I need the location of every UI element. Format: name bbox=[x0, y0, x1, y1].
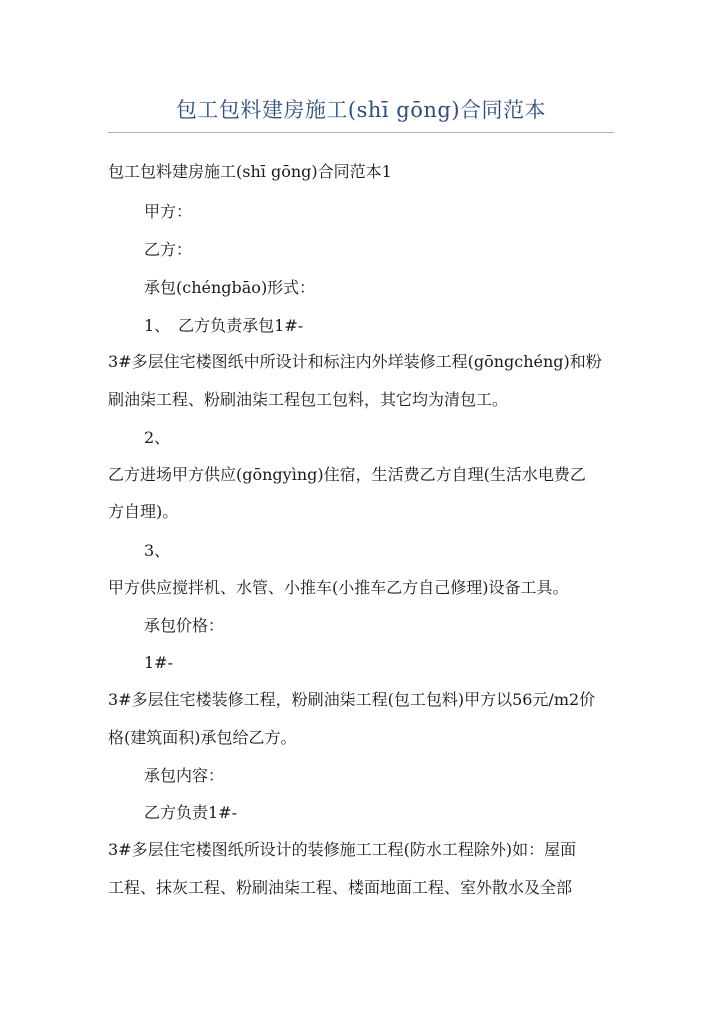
title-divider bbox=[108, 132, 614, 133]
party-a-label: 甲方： bbox=[144, 202, 193, 221]
paragraph-line: 乙方进场甲方供应(gōngyìng)住宿，生活费乙方自理(生活水电费乙 bbox=[108, 465, 586, 484]
paragraph-line: 3#多层住宅楼图纸中所设计和标注内外垟装修工程(gōngchéng)和粉 bbox=[108, 352, 602, 371]
paragraph-line: 3#多层住宅楼图纸所设计的装修施工工程(防水工程除外)如：屋面 bbox=[108, 840, 577, 859]
section-heading: 包工包料建房施工(shī gōng)合同范本1 bbox=[108, 162, 392, 181]
paragraph-line: 2、 bbox=[144, 428, 171, 447]
party-b-label: 乙方： bbox=[144, 240, 193, 259]
paragraph-line: 工程、抹灰工程、粉刷油柒工程、楼面地面工程、室外散水及全部 bbox=[108, 878, 573, 897]
paragraph-line: 1、 乙方负责承包1#- bbox=[144, 316, 304, 335]
paragraph-line: 3、 bbox=[144, 541, 171, 560]
paragraph-line: 刷油柒工程、粉刷油柒工程包工包料，其它均为清包工。 bbox=[108, 390, 509, 409]
paragraph-line: 乙方负责1#- bbox=[144, 803, 237, 822]
scope-heading: 承包内容： bbox=[144, 766, 225, 785]
paragraph-line: 方自理)。 bbox=[108, 502, 179, 521]
contract-form-heading: 承包(chéngbāo)形式： bbox=[144, 278, 316, 297]
paragraph-line: 甲方供应搅拌机、水管、小推车(小推车乙方自己修理)设备工具。 bbox=[108, 578, 569, 597]
price-heading: 承包价格： bbox=[144, 616, 225, 635]
paragraph-line: 格(建筑面积)承包给乙方。 bbox=[108, 728, 297, 747]
paragraph-line: 1#- bbox=[144, 653, 173, 672]
paragraph-line: 3#多层住宅楼装修工程，粉刷油柒工程(包工包料)甲方以56元/m2价 bbox=[108, 690, 596, 709]
document-title: 包工包料建房施工(shī gōng)合同范本 bbox=[175, 98, 547, 122]
